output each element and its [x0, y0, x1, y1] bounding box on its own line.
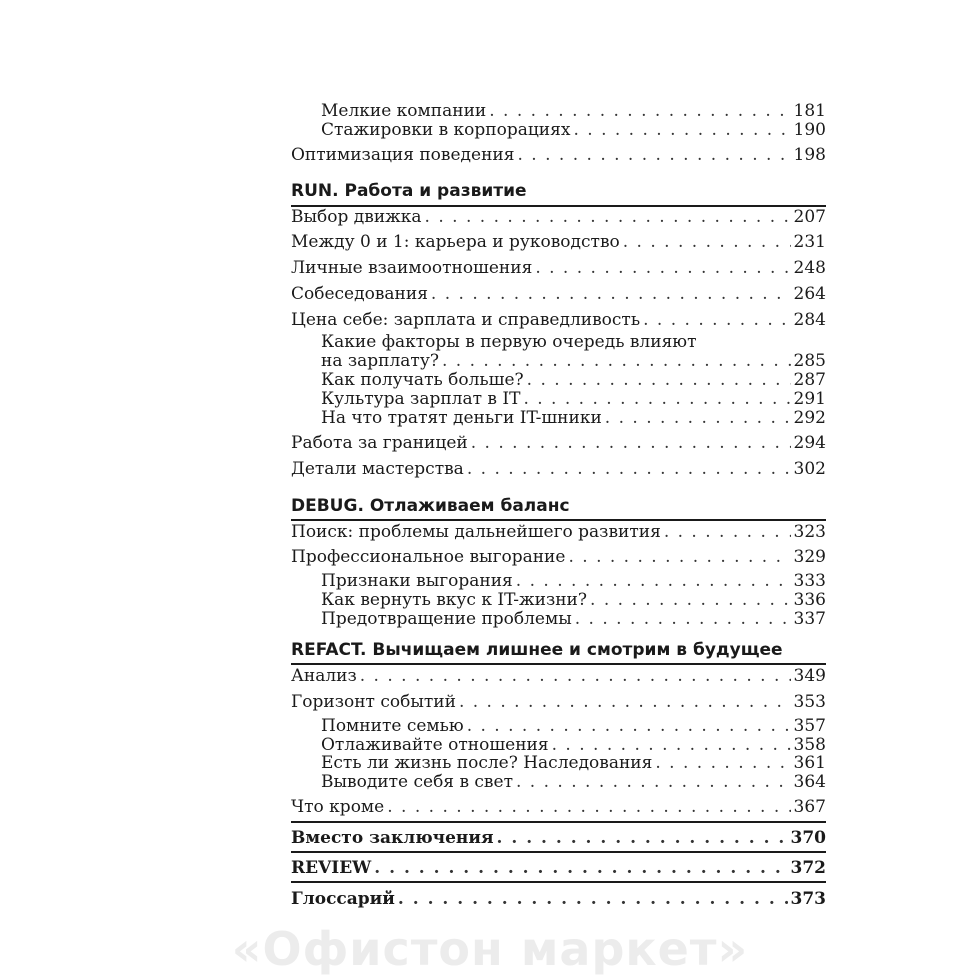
dot-leader: [535, 258, 790, 278]
toc-entry: [321, 389, 826, 409]
toc-entry: [321, 590, 826, 610]
toc-entry-page: 337: [793, 609, 826, 629]
toc-entry-title: Вместо заключения: [291, 828, 494, 848]
section-heading-debug: DEBUG. Отлаживаем баланс: [291, 496, 570, 516]
toc-entry-title: На что тратят деньги IT-шники: [321, 408, 602, 428]
toc-entry: [291, 258, 826, 278]
toc-entry-title: Стажировки в корпорациях: [321, 120, 571, 140]
dot-leader: [467, 716, 791, 736]
dot-leader: [655, 753, 790, 773]
dot-leader: [523, 389, 790, 409]
section-heading-refact: REFACT. Вычищаем лишнее и смотрим в будущее: [291, 640, 783, 660]
toc-entry-page: 198: [793, 145, 826, 165]
toc-entry: [321, 370, 826, 390]
toc-entry-page: 302: [793, 459, 826, 479]
section-rule: [291, 821, 826, 823]
toc-entry: [291, 797, 826, 817]
toc-entry-page: 264: [793, 284, 826, 304]
dot-leader: [467, 459, 791, 479]
toc-entry: [291, 459, 826, 479]
toc-entry-title: Горизонт событий: [291, 692, 456, 712]
toc-entry-title: Анализ: [291, 666, 357, 686]
dot-leader: [575, 609, 791, 629]
toc-entry: [291, 828, 826, 848]
toc-entry: [321, 753, 826, 773]
dot-leader: [573, 120, 790, 140]
toc-entry: [291, 522, 826, 542]
toc-entry-title: REVIEW: [291, 858, 372, 878]
dot-leader: [605, 408, 791, 428]
toc-entry-title: Помните семью: [321, 716, 464, 736]
toc-entry-page: 336: [793, 590, 826, 610]
toc-entry-title: Выводите себя в свет: [321, 772, 513, 792]
toc-entry-page: 353: [793, 692, 826, 712]
toc-entry-title: Что кроме: [291, 797, 385, 817]
toc-entry-title: Как получать больше?: [321, 370, 524, 390]
dot-leader: [590, 590, 791, 610]
section-rule: [291, 851, 826, 853]
toc-entry: [291, 889, 826, 909]
toc-entry-title: Культура зарплат в IT: [321, 389, 521, 409]
toc-entry-page: 285: [793, 351, 826, 371]
dot-leader: [471, 433, 791, 453]
toc-entry-page: 323: [793, 522, 826, 542]
dot-leader: [360, 666, 791, 686]
toc-entry: [291, 232, 826, 252]
dot-leader: [623, 232, 791, 252]
dot-leader: [497, 828, 788, 848]
toc-entry-page: 291: [793, 389, 826, 409]
toc-entry-title: Оптимизация поведения: [291, 145, 515, 165]
dot-leader: [664, 522, 791, 542]
section-rule: [291, 881, 826, 883]
toc-entry-title: Работа за границей: [291, 433, 468, 453]
dot-leader: [552, 735, 791, 755]
dot-leader: [516, 571, 791, 591]
dot-leader: [374, 858, 787, 878]
toc-entry-page: 358: [793, 735, 826, 755]
toc-entry: [291, 666, 826, 686]
dot-leader: [398, 889, 788, 909]
toc-entry-title: Между 0 и 1: карьера и руководство: [291, 232, 620, 252]
toc-entry: [321, 735, 826, 755]
toc-entry-title: Цена себе: зарплата и справедливость: [291, 310, 641, 330]
toc-entry: [291, 433, 826, 453]
toc-entry: [321, 571, 826, 591]
toc-entry-title: на зарплату?: [321, 351, 439, 371]
toc-entry: [321, 351, 826, 371]
toc-entry: [321, 609, 826, 629]
toc-entry: [291, 207, 826, 227]
toc-entry: [321, 101, 826, 121]
toc-entry-title: Предотвращение проблемы: [321, 609, 572, 629]
toc-entry-page: 364: [793, 772, 826, 792]
toc-entry-page: 248: [793, 258, 826, 278]
toc-entry-page: 370: [790, 828, 826, 848]
dot-leader: [516, 772, 791, 792]
toc-entry-page: 372: [790, 858, 826, 878]
section-rule: [291, 519, 826, 521]
toc-entry-page: 287: [793, 370, 826, 390]
watermark: «Офистон маркет»: [231, 922, 749, 976]
toc-entry-page: 190: [793, 120, 826, 140]
dot-leader: [387, 797, 790, 817]
toc-entry-title: Мелкие компании: [321, 101, 487, 121]
toc-entry-page: 231: [793, 232, 826, 252]
dot-leader: [527, 370, 791, 390]
toc-entry-page: 284: [793, 310, 826, 330]
toc-entry: [291, 692, 826, 712]
toc-entry-page: 333: [793, 571, 826, 591]
toc-entry-page: 294: [793, 433, 826, 453]
dot-leader: [643, 310, 790, 330]
toc-entry-title: Есть ли жизнь после? Наследования: [321, 753, 653, 773]
toc-entry-page: 207: [793, 207, 826, 227]
toc-entry: [291, 310, 826, 330]
dot-leader: [431, 284, 791, 304]
toc-entry: [321, 772, 826, 792]
toc-entry-page: 367: [793, 797, 826, 817]
dot-leader: [568, 547, 790, 567]
toc-entry-title: Собеседования: [291, 284, 428, 304]
toc-entry: [291, 145, 826, 165]
dot-leader: [459, 692, 791, 712]
toc-entry-title: Профессиональное выгорание: [291, 547, 566, 567]
toc-entry: [291, 547, 826, 567]
toc-entry-page: 292: [793, 408, 826, 428]
section-rule: [291, 663, 826, 665]
toc-entry-page: 373: [790, 889, 826, 909]
toc-entry: [291, 284, 826, 304]
toc-entry-title: Поиск: проблемы дальнейшего развития: [291, 522, 661, 542]
toc-entry-title: Как вернуть вкус к IT-жизни?: [321, 590, 588, 610]
toc-entry-title: Детали мастерства: [291, 459, 464, 479]
toc-entry: [321, 408, 826, 428]
toc-entry-page: 181: [793, 101, 826, 121]
toc-entry-title: Признаки выгорания: [321, 571, 513, 591]
toc-entry-title: Отлаживайте отношения: [321, 735, 549, 755]
section-heading-run: RUN. Работа и развитие: [291, 181, 527, 201]
toc-entry-page: 361: [793, 753, 826, 773]
dot-leader: [442, 351, 791, 371]
toc-entry-page: 329: [793, 547, 826, 567]
toc-entry: [321, 120, 826, 140]
toc-entry-title: Выбор движка: [291, 207, 422, 227]
dot-leader: [489, 101, 790, 121]
toc-entry-page: 349: [793, 666, 826, 686]
toc-entry: [291, 858, 826, 878]
toc-entry: [321, 716, 826, 736]
toc-entry-page: 357: [793, 716, 826, 736]
toc-entry-title-line1: Какие факторы в первую очередь влияют: [321, 332, 697, 352]
toc-entry-title: Глоссарий: [291, 889, 395, 909]
dot-leader: [517, 145, 790, 165]
dot-leader: [425, 207, 791, 227]
toc-entry-title: Личные взаимоотношения: [291, 258, 533, 278]
